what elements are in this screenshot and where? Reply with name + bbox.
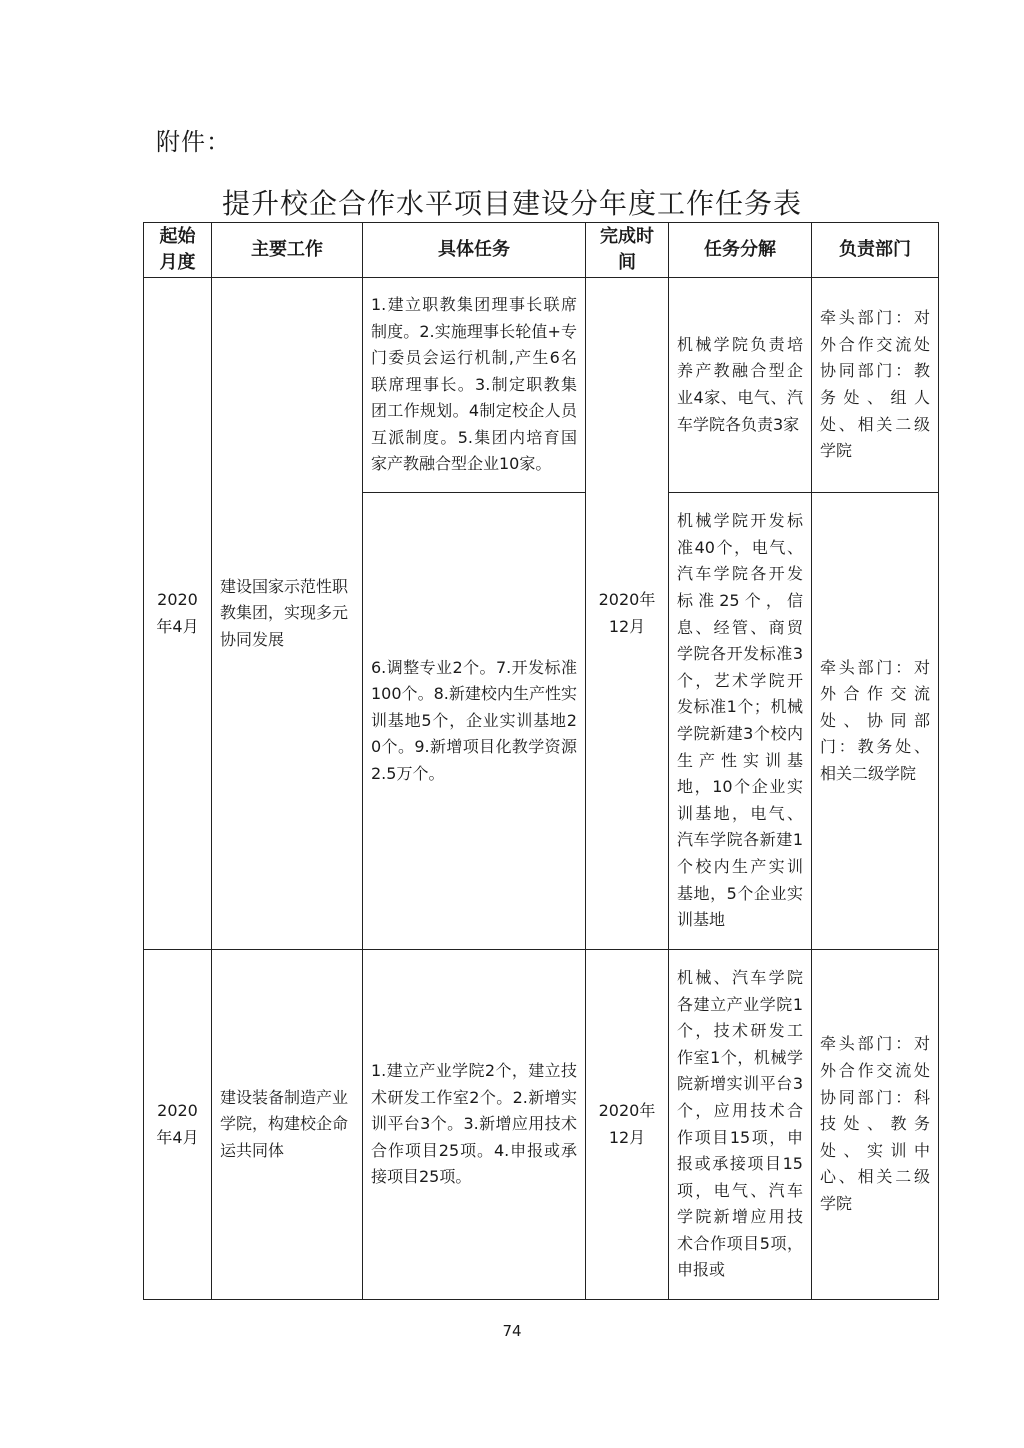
cell-specific-task: 1.建立职教集团理事长联席制度。2.实施理事长轮值+专门委员会运行机制,产生6名联席理事长。3.制定职教集团工作规划。4制定校企人员互派制度。5.集团内培育国家产教融合型企业10家。 xyxy=(363,278,586,493)
cell-responsible-dept: 牵头部门：对外合作交流处协同部门：教务处、组人处、相关二级学院 xyxy=(812,278,939,493)
cell-specific-task: 6.调整专业2个。7.开发标准100个。8.新建校内生产性实训基地5个，企业实训基地20个。9.新增项目化教学资源2.5万个。 xyxy=(363,493,586,950)
attachment-label: 附件： xyxy=(156,128,231,156)
cell-task-breakdown: 机械、汽车学院各建立产业学院1个，技术研发工作室1个，机械学院新增实训平台3个，应用技术合作项目15项，申报或承接项目15项，电气、汽车学院新增应用技术合作项目5项，申报或 xyxy=(669,950,812,1300)
cell-start-month: 2020年4月 xyxy=(144,278,212,950)
header-completion-time: 完成时间 xyxy=(586,223,669,278)
table-header-row xyxy=(144,223,939,278)
header-task-breakdown: 任务分解 xyxy=(669,223,812,278)
table-row xyxy=(144,950,939,1300)
header-start-month: 起始月度 xyxy=(144,223,212,278)
cell-completion-time: 2020年12月 xyxy=(586,950,669,1300)
cell-main-work: 建设装备制造产业学院，构建校企命运共同体 xyxy=(212,950,363,1300)
header-responsible-dept: 负责部门 xyxy=(812,223,939,278)
cell-start-month: 2020年4月 xyxy=(144,950,212,1300)
cell-task-breakdown: 机械学院负责培养产教融合型企业4家、电气、汽车学院各负责3家 xyxy=(669,278,812,493)
task-table xyxy=(143,222,939,1300)
table-row xyxy=(144,278,939,493)
cell-main-work: 建设国家示范性职教集团，实现多元协同发展 xyxy=(212,278,363,950)
cell-specific-task: 1.建立产业学院2个，建立技术研发工作室2个。2.新增实训平台3个。3.新增应用技术合作项目25项。4.申报或承接项目25项。 xyxy=(363,950,586,1300)
document-title: 提升校企合作水平项目建设分年度工作任务表 xyxy=(221,187,802,220)
cell-responsible-dept: 牵头部门：对外合作交流处协同部门：科技处、教务处、实训中心、相关二级学院 xyxy=(812,950,939,1300)
cell-completion-time: 2020年12月 xyxy=(586,278,669,950)
header-specific-tasks: 具体任务 xyxy=(363,223,586,278)
cell-task-breakdown: 机械学院开发标准40个，电气、汽车学院各开发标准25个，信息、经管、商贸学院各开发标准3个，艺术学院开发标准1个；机械学院新建3个校内生产性实训基地，10个企业实训基地，电气、汽车学院各新建1个校内生产实训基地，5个企业实训基地 xyxy=(669,493,812,950)
page-number: 74 xyxy=(502,1322,522,1340)
header-main-work: 主要工作 xyxy=(212,223,363,278)
cell-responsible-dept: 牵头部门：对外合作交流处、协同部门：教务处、相关二级学院 xyxy=(812,493,939,950)
